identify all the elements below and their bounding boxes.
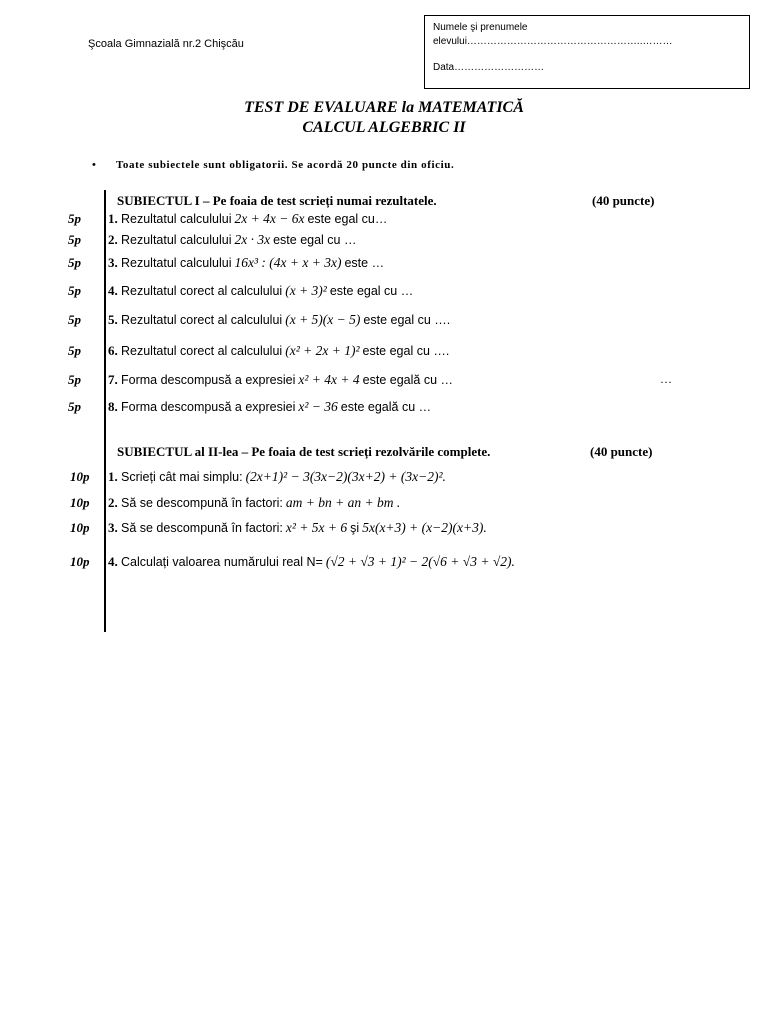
item-label: Forma descompusă a expresiei: [121, 373, 296, 387]
item-expression: (2x+1)² − 3(3x−2)(3x+2) + (3x−2)².: [245, 469, 446, 484]
item-number: 4.: [108, 283, 118, 298]
item-label: Rezultatul calculului: [121, 233, 232, 247]
item-label: Forma descompusă a expresiei: [121, 400, 296, 414]
item-number: 7.: [108, 372, 118, 387]
section2-title: SUBIECTUL al II-lea – Pe foaia de test scrieți rezolvările complete.: [117, 444, 491, 459]
list-item: [0, 232, 768, 254]
item-expression: (√2 + √3 + 1)² − 2(√6 + √3 + √2).: [325, 554, 515, 569]
item-points: 5p: [68, 211, 81, 226]
item-points: 5p: [68, 283, 81, 298]
item-number: 1.: [108, 469, 118, 484]
item-points: 10p: [70, 495, 90, 510]
item-number: 4.: [108, 554, 118, 569]
item-after: este egal cu …: [273, 233, 357, 247]
test-subtitle: CALCUL ALGEBRIC II: [302, 119, 466, 136]
item-label: Rezultatul corect al calculului: [121, 284, 283, 298]
list-item: [0, 495, 768, 517]
item-points: 10p: [70, 554, 90, 569]
item-number: 3.: [108, 255, 118, 270]
section1-points: (40 puncte): [592, 193, 655, 208]
item-expression: 2x + 4x − 6x: [234, 211, 305, 226]
item-label: Să se descompună în factori:: [121, 496, 283, 510]
item-after: este egală cu …: [340, 400, 432, 414]
list-item: [0, 372, 768, 394]
item-points: 5p: [68, 232, 81, 247]
item-number: 3.: [108, 520, 118, 535]
name-label: Numele şi prenumele: [433, 22, 528, 33]
item-label: Rezultatul calculului: [121, 212, 232, 226]
item-expression: 16x³ : (4x + x + 3x): [234, 255, 342, 270]
item-expression-2: 5x(x+3) + (x−2)(x+3).: [362, 520, 487, 535]
item-tail: …: [660, 372, 672, 386]
item-points: 10p: [70, 469, 90, 484]
item-expression: x² + 5x + 6: [285, 520, 348, 535]
test-title: TEST DE EVALUARE la MATEMATICĂ: [244, 99, 524, 116]
item-expression: (x + 3)²: [285, 283, 327, 298]
item-after: este egală cu …: [362, 373, 453, 387]
item-expression: x² − 36: [298, 399, 338, 414]
item-points: 5p: [68, 312, 81, 327]
bullet-icon: •: [92, 159, 97, 171]
section2-points: (40 puncte): [590, 444, 653, 459]
item-expression: am + bn + an + bm .: [285, 495, 401, 510]
item-points: 5p: [68, 255, 81, 270]
school-name: Şcoala Gimnazială nr.2 Chişcău: [88, 38, 244, 50]
item-label: Calculați valoarea numărului real N=: [121, 555, 323, 569]
item-expression: (x² + 2x + 1)²: [285, 343, 360, 358]
section1-title: SUBIECTUL I – Pe foaia de test scrieți numai rezultatele.: [117, 193, 437, 208]
list-item: [0, 554, 768, 576]
item-number: 1.: [108, 211, 118, 226]
item-points: 5p: [68, 343, 81, 358]
list-item: [0, 343, 768, 365]
item-after: şi: [350, 521, 360, 535]
instructions-note: [92, 159, 454, 171]
list-item: [0, 312, 768, 334]
item-label: Să se descompună în factori:: [121, 521, 283, 535]
item-expression: 2x · 3x: [234, 232, 271, 247]
item-number: 5.: [108, 312, 118, 327]
item-label: Scrieți cât mai simplu:: [121, 470, 243, 484]
item-label: Rezultatul corect al calculului: [121, 344, 283, 358]
item-expression: x² + 4x + 4: [298, 372, 360, 387]
item-number: 2.: [108, 232, 118, 247]
item-after: este …: [344, 256, 385, 270]
list-item: [0, 520, 768, 542]
list-item: [0, 255, 768, 277]
item-label: Rezultatul corect al calculului: [121, 313, 283, 327]
item-after: este egal cu ….: [363, 313, 451, 327]
item-expression: (x + 5)(x − 5): [285, 312, 361, 327]
item-after: este egal cu ….: [362, 344, 450, 358]
list-item: [0, 283, 768, 305]
item-number: 8.: [108, 399, 118, 414]
item-points: 5p: [68, 399, 81, 414]
item-label: Rezultatul calculului: [121, 256, 232, 270]
date-line: Data………………………: [433, 62, 545, 73]
student-info-box: [424, 15, 750, 89]
student-line: elevului……………………………………………..………: [433, 36, 673, 47]
list-item: [0, 469, 768, 491]
item-points: 10p: [70, 520, 90, 535]
item-after: este egal cu …: [329, 284, 414, 298]
list-item: [0, 399, 768, 421]
list-item: [0, 211, 768, 233]
item-points: 5p: [68, 372, 81, 387]
note-text: Toate subiectele sunt obligatorii. Se acordă 20 puncte din oficiu.: [116, 159, 455, 171]
item-after: este egal cu…: [307, 212, 388, 226]
item-number: 2.: [108, 495, 118, 510]
item-number: 6.: [108, 343, 118, 358]
